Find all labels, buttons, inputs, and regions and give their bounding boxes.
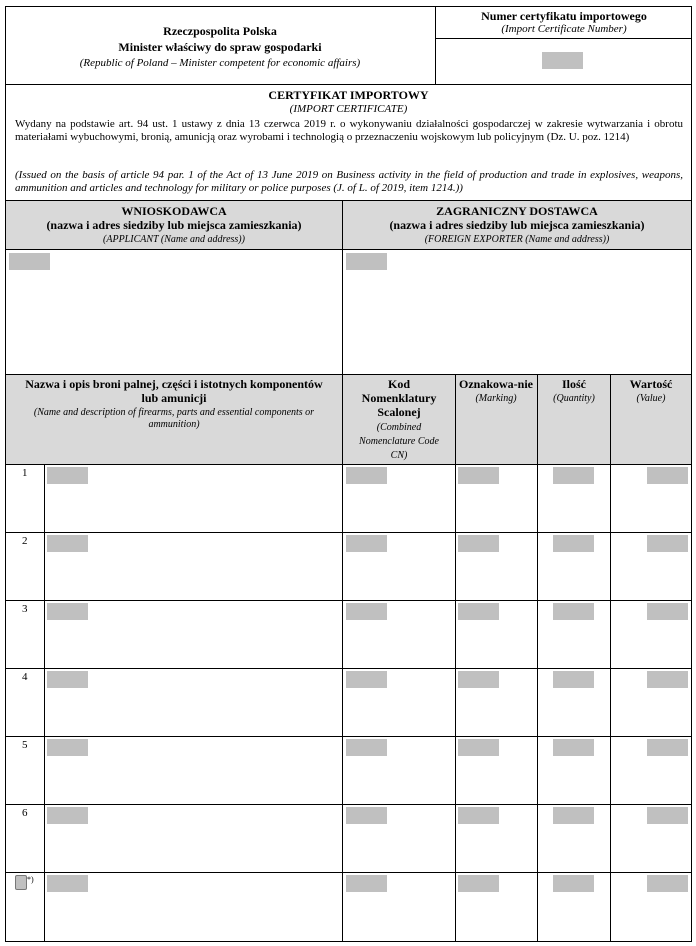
quantity-input[interactable] [553,671,594,688]
row-number: 5 [22,739,28,751]
marking-input[interactable] [458,535,499,552]
row-number: 3 [22,603,28,615]
row-number: 4 [22,671,28,683]
row-number: 6 [22,807,28,819]
cn-code-input[interactable] [346,671,387,688]
col-cn-label: Kod Nomenklatury Scalonej [361,377,437,419]
description-input[interactable] [47,535,88,552]
exporter-subtitle-en: (FOREIGN EXPORTER (Name and address)) [424,234,610,245]
col-quantity-label: Ilość [562,377,586,391]
col-cn-header [350,377,448,463]
quantity-input[interactable] [553,467,594,484]
marking-input[interactable] [458,875,499,892]
col-value-label-en: (Value) [636,393,666,404]
exporter-name-input[interactable] [346,253,387,270]
cn-code-input[interactable] [346,875,387,892]
description-input[interactable] [47,739,88,756]
row-number: 2 [22,535,28,547]
col-quantity-header [540,377,608,405]
cert-number-input[interactable] [542,52,583,69]
quantity-input[interactable] [553,603,594,620]
marking-input[interactable] [458,671,499,688]
applicant-subtitle-en: (APPLICANT (Name and address)) [103,234,245,245]
legal-basis-pl: Wydany na podstawie art. 94 ust. 1 ustawy z dnia 13 czerwca 2019 r. o wykonywaniu działalności gospodarczej w zakresie wytwarzania i obrotu materiałami wybuchowymi, bronią, amunicją oraz wyrobami i technologią o przeznaczeniu wojskowym lub policyjnym (Dz. U. poz. 1214) [15,118,683,143]
marking-input[interactable] [458,603,499,620]
exporter-header [343,204,691,246]
applicant-subtitle: (nazwa i adres siedziby lub miejsca zamieszkania) [46,218,302,232]
cert-number-header [436,9,692,36]
applicant-name-input[interactable] [9,253,50,270]
marking-input[interactable] [458,739,499,756]
col-marking-label: Oznakowa-nie [458,377,533,391]
description-input[interactable] [47,807,88,824]
cn-code-input[interactable] [346,739,387,756]
col-quantity-label-en: (Quantity) [553,393,595,404]
issuer-minister: Minister właściwy do spraw gospodarki [118,40,322,54]
quantity-input[interactable] [553,875,594,892]
applicant-title: WNIOSKODAWCA [121,204,227,218]
description-input[interactable] [47,875,88,892]
quantity-input[interactable] [553,807,594,824]
col-description-label: Nazwa i opis broni palnej, części i istotnych komponentów lub amunicji [25,377,323,405]
quantity-input[interactable] [553,739,594,756]
exporter-subtitle: (nazwa i adres siedziby lub miejsca zamieszkania) [389,218,645,232]
description-input[interactable] [47,671,88,688]
cn-code-input[interactable] [346,807,387,824]
footnote-mark: *) [27,875,34,884]
value-input[interactable] [647,807,688,824]
applicant-header [6,204,342,246]
marking-input[interactable] [458,807,499,824]
cert-number-label: Numer certyfikatu importowego [481,9,647,23]
value-input[interactable] [647,739,688,756]
value-input[interactable] [647,467,688,484]
col-description-header [16,377,332,431]
exporter-title: ZAGRANICZNY DOSTAWCA [436,204,598,218]
value-input[interactable] [647,875,688,892]
col-description-label-en: (Name and description of firearms, parts and essential components or ammunition) [33,407,315,430]
certificate-title: CERTYFIKAT IMPORTOWY [268,88,429,102]
issuer-block [6,24,434,70]
description-input[interactable] [47,603,88,620]
description-input[interactable] [47,467,88,484]
row-number: 1 [22,467,28,479]
col-value-label: Wartość [629,377,673,391]
quantity-input[interactable] [553,535,594,552]
legal-basis-en: (Issued on the basis of article 94 par. 1 of the Act of 13 June 2019 on Business activity in the field of production and trade in explosives, weapons, ammunition and articles and technology for military or police purposes (J. of L. of 2019, item 1214.)) [15,169,683,194]
cert-number-label-en: (Import Certificate Number) [501,23,627,35]
marking-input[interactable] [458,467,499,484]
value-input[interactable] [647,603,688,620]
cn-code-input[interactable] [346,603,387,620]
cn-code-input[interactable] [346,467,387,484]
extra-row-field[interactable] [15,875,27,890]
issuer-country: Rzeczpospolita Polska [163,24,277,38]
cn-code-input[interactable] [346,535,387,552]
col-marking-label-en: (Marking) [475,393,517,404]
col-marking-header [458,377,534,405]
certificate-subtitle: (IMPORT CERTIFICATE) [289,103,408,115]
value-input[interactable] [647,535,688,552]
row-number-extra [15,875,34,890]
col-value-header [613,377,689,405]
issuer-english: (Republic of Poland – Minister competent for economic affairs) [79,57,361,69]
value-input[interactable] [647,671,688,688]
col-cn-label-en: (Combined Nomenclature Code CN) [359,422,439,461]
